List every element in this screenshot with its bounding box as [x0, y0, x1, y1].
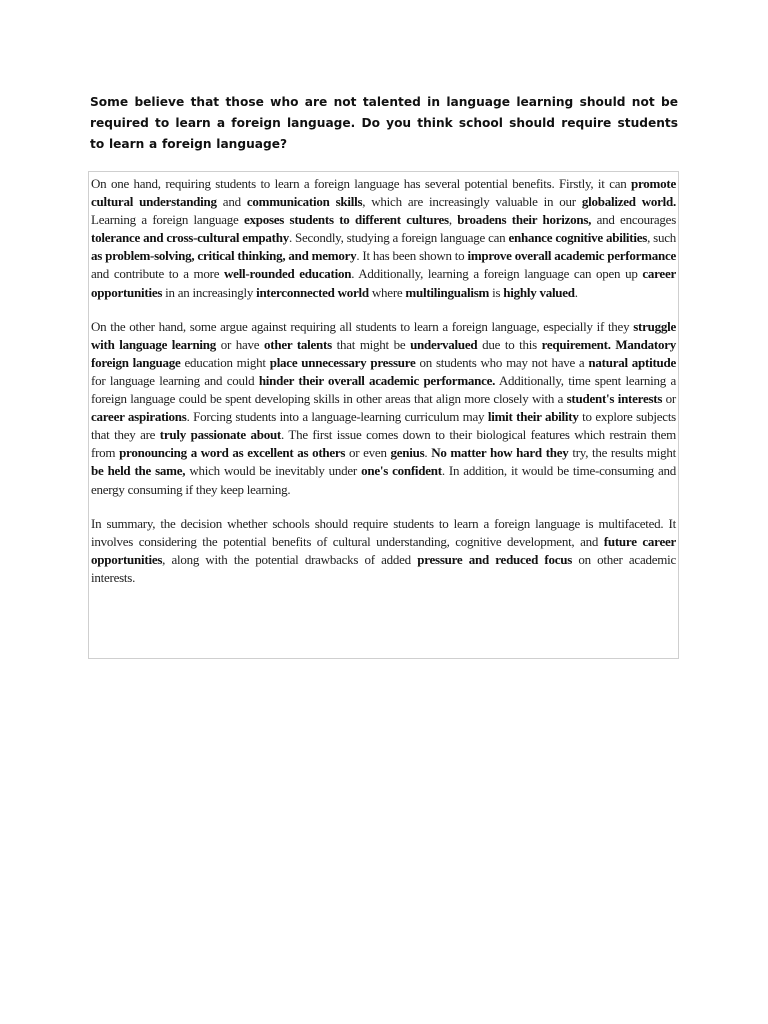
text-run: and contribute to a more	[91, 266, 225, 282]
emphasized-phrase: place unnecessary pressure	[269, 354, 416, 370]
text-run: try, the results might	[568, 445, 677, 461]
emphasized-phrase: multilingualism	[405, 284, 490, 300]
text-run: that might be	[331, 336, 411, 352]
emphasized-phrase: pronouncing a word as excellent as others	[119, 445, 346, 461]
text-run: . The first issue comes down to their biological features which restrain them from	[91, 427, 676, 461]
emphasized-phrase: struggle with language learning	[91, 318, 676, 352]
essay-paragraph-1	[91, 175, 676, 302]
text-run: In summary, the decision whether schools should require students to learn a foreign language is multifaceted. It involves considering the potential benefits of cultural understanding, cognitive development, and	[91, 515, 676, 549]
text-run: or even	[345, 445, 391, 461]
text-run: education might	[180, 354, 270, 370]
emphasized-phrase: as problem-solving, critical thinking, and memory	[91, 248, 357, 264]
emphasized-phrase: hinder their overall academic performance.	[258, 372, 496, 388]
text-run: on students who may not have a	[415, 354, 589, 370]
text-run: Learning a foreign language	[91, 212, 244, 228]
essay-paragraph-2	[91, 318, 676, 499]
text-run: , such	[647, 230, 677, 246]
text-run: where	[368, 284, 406, 300]
text-run: . Secondly, studying a foreign language can	[288, 230, 509, 246]
emphasized-phrase: natural aptitude	[588, 354, 676, 370]
text-run: . In addition, it would be time-consuming and energy consuming if they keep learning.	[91, 463, 677, 497]
emphasized-phrase: future career opportunities	[91, 533, 677, 567]
text-run: or	[662, 391, 676, 407]
emphasized-phrase: promote cultural understanding	[91, 176, 676, 210]
emphasized-phrase: improve overall academic performance	[467, 248, 676, 264]
emphasized-phrase: student's interests	[566, 391, 663, 407]
text-run: On one hand, requiring students to learn a foreign language has several potential benefits. Firstly, it can	[91, 176, 632, 191]
text-run: On the other hand, some argue against requiring all students to learn a foreign language, especially if they	[91, 318, 634, 334]
text-run: .	[574, 284, 578, 300]
text-run: or have	[216, 336, 265, 352]
emphasized-phrase: other talents	[264, 336, 332, 352]
emphasized-phrase: well-rounded education	[224, 266, 352, 282]
text-run: on other academic interests.	[91, 551, 676, 585]
emphasized-phrase: broadens their horizons,	[457, 212, 592, 228]
text-run: for language learning and could	[91, 372, 259, 388]
emphasized-phrase: requirement. Mandatory foreign language	[91, 336, 676, 370]
emphasized-phrase: enhance cognitive abilities	[508, 230, 648, 246]
emphasized-phrase: limit their ability	[487, 409, 579, 425]
essay-question: Some believe that those who are not talented in language learning should not be required to learn a foreign language. Do you think school should require students to learn a foreign language?	[90, 95, 678, 151]
text-run: . Additionally, learning a foreign language can open up	[351, 266, 643, 282]
text-run: .	[424, 445, 432, 461]
text-run: to explore subjects that they are	[91, 409, 676, 443]
emphasized-phrase: highly valued	[503, 284, 575, 300]
emphasized-phrase: career aspirations	[91, 409, 187, 425]
text-run: . Forcing students into a language-learning curriculum may	[186, 409, 488, 425]
emphasized-phrase: genius	[390, 445, 425, 461]
emphasized-phrase: one's confident	[361, 463, 442, 479]
emphasized-phrase: truly passionate about	[159, 427, 282, 443]
text-run: in an increasingly	[162, 284, 257, 300]
emphasized-phrase: exposes students to different cultures	[243, 212, 449, 228]
emphasized-phrase: tolerance and cross-cultural empathy	[91, 230, 289, 246]
emphasized-phrase: globalized world.	[581, 194, 676, 210]
text-run: is	[489, 284, 504, 300]
essay-paragraph-3	[91, 515, 676, 587]
emphasized-phrase: pressure and reduced focus	[417, 551, 572, 567]
essay-box	[88, 171, 679, 659]
emphasized-phrase: No matter how hard they	[431, 445, 569, 461]
emphasized-phrase: career opportunities	[91, 266, 676, 300]
text-run: Additionally, time spent learning a foreign language could be spent developing skills in other areas that align more closely with a	[91, 372, 677, 407]
text-run: and encourages	[591, 212, 677, 228]
text-run: and	[216, 194, 247, 210]
emphasized-phrase: interconnected world	[256, 284, 369, 300]
text-run: , which are increasingly valuable in our	[362, 194, 582, 210]
emphasized-phrase: undervalued	[410, 336, 478, 352]
emphasized-phrase: be held the same,	[91, 463, 186, 479]
text-run: due to this	[477, 336, 542, 352]
text-run: , along with the potential drawbacks of added	[162, 551, 418, 567]
text-run: ,	[448, 212, 458, 228]
emphasized-phrase: communication skills	[246, 194, 363, 210]
text-run: . It has been shown to	[356, 248, 468, 264]
text-run: which would be inevitably under	[185, 463, 362, 479]
